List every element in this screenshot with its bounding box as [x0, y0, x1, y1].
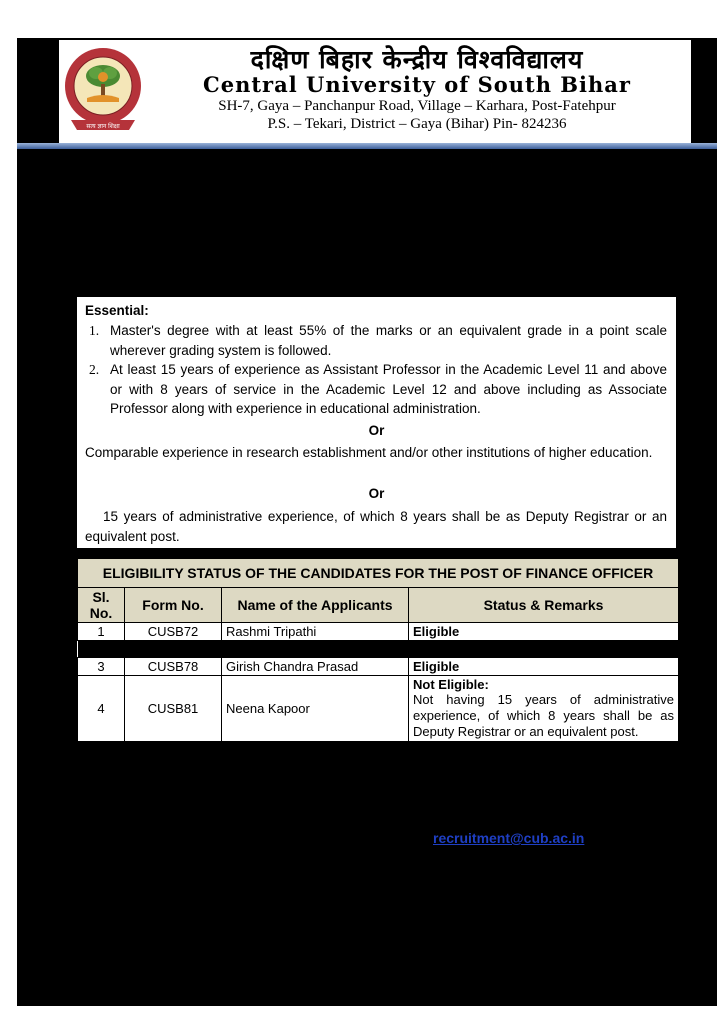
table-row	[78, 658, 679, 676]
item-number: 1.	[89, 323, 100, 338]
cell-name: Rashmi Tripathi	[222, 623, 409, 641]
status-remark: Not having 15 years of administrative experience, of which 8 years shall be as Deputy Registrar or an equivalent post.	[413, 692, 674, 739]
cell-form: CUSB78	[125, 658, 222, 676]
table-title: ELIGIBILITY STATUS OF THE CANDIDATES FOR THE POST OF FINANCE OFFICER	[78, 559, 679, 588]
item-text: Master's degree with at least 55% of the marks or an equivalent grade in a point scale wherever grading system is followed.	[110, 323, 667, 358]
address-line-2: P.S. – Tekari, District – Gaya (Bihar) Pin- 824236	[267, 116, 567, 132]
table-row	[78, 676, 679, 742]
cell-sl: 3	[78, 658, 125, 676]
status-label: Eligible	[413, 659, 460, 674]
status-label: Not Eligible:	[413, 677, 489, 692]
table-row	[78, 623, 679, 641]
header-border-left	[17, 40, 59, 144]
column-header-form: Form No.	[125, 588, 222, 623]
eligibility-table	[77, 558, 679, 742]
header-divider	[17, 143, 717, 149]
column-header-name: Name of the Applicants	[222, 588, 409, 623]
essential-qualifications	[77, 297, 676, 548]
cell-name: Neena Kapoor	[222, 676, 409, 742]
cell-status	[409, 676, 679, 742]
essential-list	[85, 321, 667, 419]
or-separator: Or	[368, 486, 385, 501]
essential-item	[85, 360, 667, 419]
cell-status	[409, 623, 679, 641]
gap-cell	[78, 641, 679, 658]
logo-caption: सत्य ज्ञान शिक्षा	[86, 123, 120, 130]
status-label: Eligible	[413, 624, 460, 639]
university-title-hindi: दक्षिण बिहार केन्द्रीय विश्वविद्यालय	[250, 45, 584, 74]
university-title-english: Central University of South Bihar	[203, 72, 631, 97]
table-gap	[78, 641, 679, 658]
letterhead	[17, 38, 717, 144]
header-border-right	[691, 40, 717, 144]
university-logo-icon	[63, 46, 143, 136]
cell-form: CUSB81	[125, 676, 222, 742]
alternative-qualification-1: Comparable experience in research establishment and/or other institutions of higher education.	[85, 445, 653, 460]
cell-name: Girish Chandra Prasad	[222, 658, 409, 676]
item-number: 2.	[89, 362, 100, 377]
essential-item	[85, 321, 667, 360]
column-header-status: Status & Remarks	[409, 588, 679, 623]
essential-title: Essential:	[85, 303, 149, 318]
column-header-sl: Sl. No.	[78, 588, 125, 623]
address-line-1: SH-7, Gaya – Panchanpur Road, Village – Karhara, Post-Fatehpur	[218, 98, 616, 114]
cell-sl: 4	[78, 676, 125, 742]
table-header-row	[78, 588, 679, 623]
alternative-qualification-2: 15 years of administrative experience, of which 8 years shall be as Deputy Registrar or an equivalent post.	[85, 509, 667, 544]
cell-form: CUSB72	[125, 623, 222, 641]
or-separator: Or	[368, 423, 385, 438]
cell-status	[409, 658, 679, 676]
email-link[interactable]: recruitment@cub.ac.in	[433, 830, 585, 846]
item-text: At least 15 years of experience as Assistant Professor in the Academic Level 11 and above or with 8 years of service in the Academic Level 12 and above including as Associate Professor along with experience in educational administration.	[110, 362, 667, 416]
cell-sl: 1	[78, 623, 125, 641]
